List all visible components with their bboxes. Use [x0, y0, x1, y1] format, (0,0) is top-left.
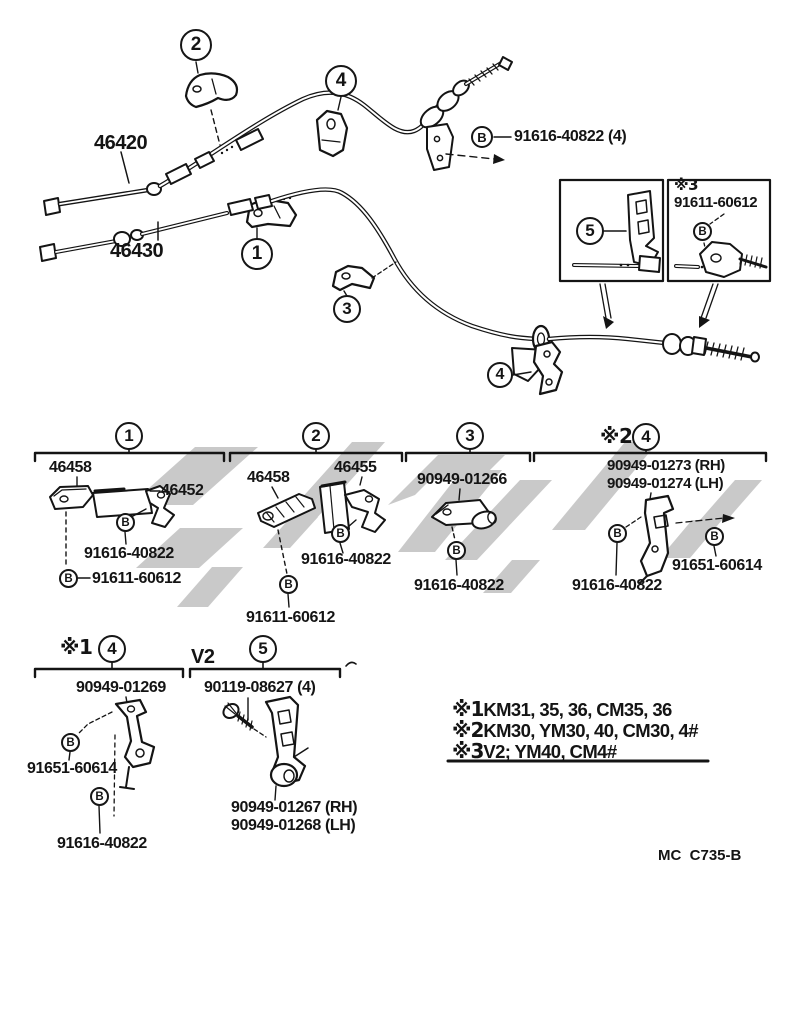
- s2-bolt-label: 91616-40822: [301, 551, 391, 568]
- group-star1-callout: [98, 635, 126, 663]
- s5-part-label: 90949-01269: [76, 679, 166, 696]
- section2-callout: [302, 422, 330, 450]
- s4-part-rh-label: 90949-01273 (RH): [607, 457, 725, 474]
- b-letter: B: [336, 527, 345, 540]
- model-legend: [452, 697, 698, 763]
- bolt-b-marker-inset3: [693, 222, 712, 241]
- callout-1-number: 1: [251, 243, 263, 264]
- callout-4-top: [325, 65, 357, 97]
- label-leaders: [121, 152, 158, 240]
- b-letter: B: [613, 527, 622, 540]
- bolt-note-label: 91616-40822 (4): [514, 128, 627, 145]
- group-star1-prefix: ※1: [60, 635, 93, 659]
- section1-number: 1: [124, 426, 134, 445]
- s4-b-marker-left: [608, 524, 627, 543]
- b-letter: B: [95, 790, 104, 803]
- b-letter: B: [64, 572, 73, 585]
- callout-5-inset: [576, 217, 604, 245]
- s1-part-46458-label: 46458: [49, 459, 92, 476]
- s6-part-rh-label: 90949-01267 (RH): [231, 799, 358, 816]
- callout-5-inset-number: 5: [585, 221, 595, 240]
- callout-4-lower: [487, 362, 513, 388]
- legend-prefix-2: ※2: [452, 718, 484, 742]
- s3-b-marker: [447, 541, 466, 560]
- callout-4-lower-number: 4: [495, 366, 505, 383]
- s2-nut-label: 91611-60612: [246, 609, 336, 626]
- s4-bolt-label: 91616-40822: [572, 577, 662, 594]
- s6-screw-label: 90119-08627 (4): [204, 679, 316, 696]
- legend-row-3: [452, 739, 698, 763]
- callout-2-number: 2: [190, 34, 202, 55]
- inset3-part-label: 91611-60612: [674, 194, 758, 211]
- callout-3-number: 3: [342, 299, 352, 318]
- bracket-2-drawing: [186, 62, 237, 145]
- s2-part-46455-label: 46455: [334, 459, 377, 476]
- s1-bolt-label: 91616-40822: [84, 545, 174, 562]
- s4-screw-label: 91651-60614: [672, 557, 762, 574]
- section4-callout: [632, 423, 660, 451]
- legend-models-2: KM30, YM30, 40, CM30, 4#: [483, 720, 698, 741]
- b-letter: B: [284, 578, 293, 591]
- callout-1: [241, 238, 273, 270]
- part-label-46430: 46430: [110, 240, 164, 262]
- b-letter: B: [477, 129, 487, 145]
- s5-b-marker-b: [90, 787, 109, 806]
- s5-bolt-label: 91616-40822: [57, 835, 147, 852]
- group-v2-label: V2: [191, 646, 215, 668]
- section1-callout: [115, 422, 143, 450]
- callout-2: [180, 29, 212, 61]
- callout-3: [333, 295, 361, 323]
- s5-screw-label: 91651-60614: [27, 760, 117, 777]
- b-letter: B: [698, 225, 707, 238]
- s2-b-marker: [331, 524, 350, 543]
- section4-prefix: ※2: [600, 424, 633, 448]
- inset3-prefix-label: ※3: [674, 176, 699, 194]
- b-letter: B: [66, 736, 75, 749]
- legend-row-2: [452, 718, 698, 742]
- group-v2-number: 5: [258, 639, 268, 658]
- inset-box-5: [560, 180, 663, 329]
- s3-part-label: 90949-01266: [417, 471, 507, 488]
- bolt-b-marker-top: [471, 126, 493, 148]
- b-letter: B: [452, 544, 461, 557]
- s6-part-lh-label: 90949-01268 (LH): [231, 817, 356, 834]
- callout-4-top-number: 4: [335, 70, 347, 91]
- clamp-bracket-drawing: [427, 124, 511, 170]
- section2-number: 2: [311, 426, 321, 445]
- legend-row-1: [452, 697, 698, 721]
- b-letter: B: [121, 516, 130, 529]
- section4-number: 4: [641, 427, 651, 446]
- s4-part-lh-label: 90949-01274 (LH): [607, 475, 724, 492]
- legend-prefix-3: ※3: [452, 739, 484, 763]
- s2-part-46458-label: 46458: [247, 469, 290, 486]
- section3-callout: [456, 422, 484, 450]
- s1-nut-b-marker: [59, 569, 78, 588]
- s4-b-marker-right: [705, 527, 724, 546]
- s1-part-46452-label: 46452: [161, 482, 204, 499]
- group-star1-number: 4: [107, 639, 117, 658]
- bracket-4-top-drawing: [317, 97, 347, 156]
- legend-models-1: KM31, 35, 36, CM35, 36: [483, 699, 672, 720]
- legend-prefix-1: ※1: [452, 697, 484, 721]
- group-v2-callout: [249, 635, 277, 663]
- legend-models-3: V2; YM40, CM4#: [483, 741, 617, 762]
- s2-nut-b-marker: [279, 575, 298, 594]
- s1-b-marker: [116, 513, 135, 532]
- doc-code: MC C735-B: [658, 847, 742, 864]
- clamp-3-drawing: [333, 262, 396, 296]
- part-label-46420: 46420: [94, 132, 148, 154]
- s5-b-marker-a: [61, 733, 80, 752]
- b-letter: B: [710, 530, 719, 543]
- s1-nut-label: 91611-60612: [92, 570, 182, 587]
- section3-number: 3: [465, 426, 475, 445]
- s3-bolt-label: 91616-40822: [414, 577, 504, 594]
